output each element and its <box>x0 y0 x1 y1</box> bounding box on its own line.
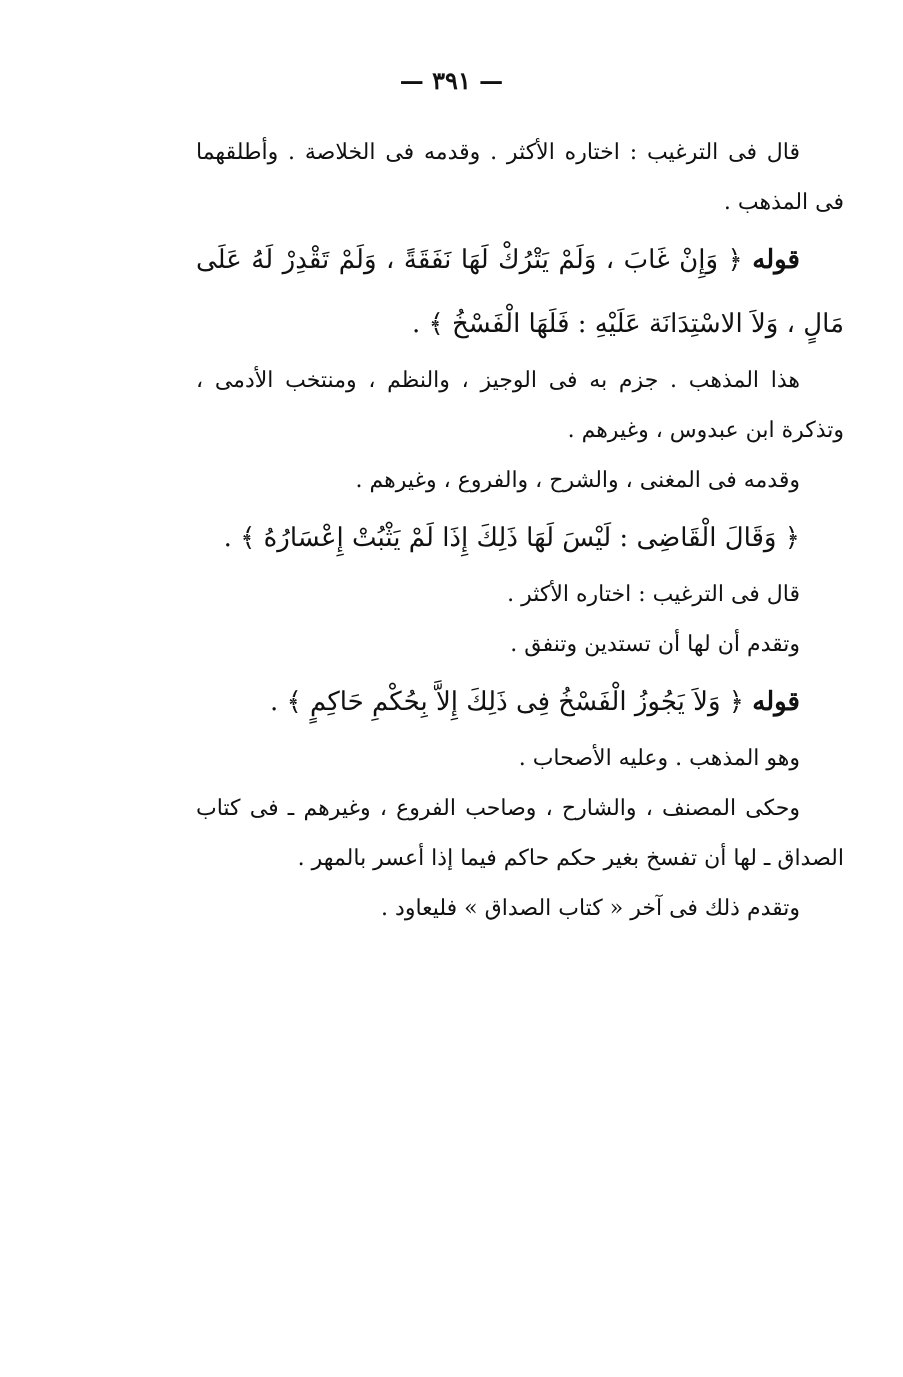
paragraph-6-text: وهو المذهب . وعليه الأصحاب . <box>518 746 800 771</box>
verse-1 <box>196 228 844 356</box>
paragraph-6 <box>196 734 844 784</box>
paragraph-4 <box>196 570 844 620</box>
paragraph-3 <box>196 456 844 506</box>
paragraph-2-text: هذا المذهب . جزم به فى الوجيز ، والنظم ، ومنتخب الأدمى ، وتذكرة ابن عبدوس ، وغيرهم . <box>196 368 844 443</box>
verse-2 <box>196 506 844 570</box>
paragraph-7-text: وحكى المصنف ، والشارح ، وصاحب الفروع ، وغيرهم ـ فى كتاب الصداق ـ لها أن تفسخ بغير حكم حاكم فيما إذا أعسر بالمهر . <box>196 796 844 871</box>
verse-2-text: ﴿ وَقَالَ الْقَاضِى : لَيْسَ لَهَا ذَلِكَ إِذَا لَمْ يَثْبُتْ إِعْسَارُهُ ﴾ . <box>223 523 800 553</box>
paragraph-8 <box>196 884 844 934</box>
paragraph-7 <box>196 784 844 884</box>
paragraph-4-text: قال فى الترغيب : اختاره الأكثر . <box>507 582 800 607</box>
verse-3 <box>196 670 844 734</box>
verse-1-lead: قوله <box>752 245 800 275</box>
paragraph-3-text: وقدمه فى المغنى ، والشرح ، والفروع ، وغيرهم . <box>355 468 800 493</box>
page-body <box>196 128 844 934</box>
paragraph-1 <box>196 128 844 228</box>
verse-3-lead: قوله <box>752 687 800 717</box>
verse-3-text: ﴿ وَلاَ يَجُوزُ الْفَسْخُ فِى ذَلِكَ إِلاَّ بِحُكْمِ حَاكِمٍ ﴾ . <box>270 687 744 717</box>
page-number: — ٣٩١ — <box>399 66 504 95</box>
paragraph-2 <box>196 356 844 456</box>
paragraph-5-text: وتقدم أن لها أن تستدين وتنفق . <box>510 632 800 657</box>
paragraph-1-text: قال فى الترغيب : اختاره الأكثر . وقدمه فى الخلاصة . وأطلقهما فى المذهب . <box>196 140 844 215</box>
paragraph-5 <box>196 620 844 670</box>
paragraph-8-text: وتقدم ذلك فى آخر « كتاب الصداق » فليعاود . <box>381 896 800 921</box>
verse-1-text: ﴿ وَإِنْ غَابَ ، وَلَمْ يَتْرُكْ لَهَا نَفَقَةً ، وَلَمْ تَقْدِرْ لَهُ عَلَى مَالٍ ، وَلاَ الاسْتِدَانَة عَلَيْهِ : فَلَهَا الْفَسْخُ ﴾ . <box>196 245 844 339</box>
